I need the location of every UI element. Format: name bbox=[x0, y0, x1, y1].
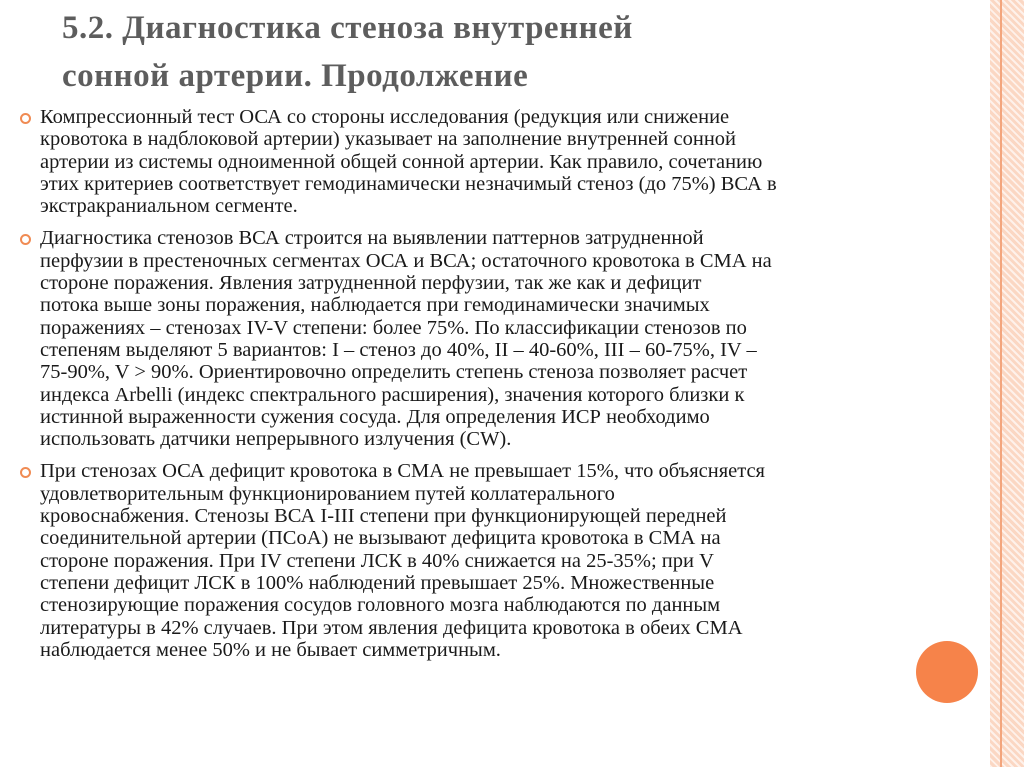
text-line: Диагностика стенозов ВСА строится на выявлении паттернов затрудненной bbox=[40, 227, 704, 250]
text-line: удовлетворительным функционированием путей коллатерального bbox=[40, 482, 615, 505]
text-line: степеням выделяют 5 вариантов: I – стеноз до 40%, II – 40-60%, III – 60-75%, IV – bbox=[40, 338, 757, 361]
text-line: перфузии в престеночных сегментах ОСА и ВСА; остаточного кровотока в СМА на bbox=[40, 249, 772, 272]
decorative-stripe-line bbox=[1000, 0, 1002, 767]
text-line: артерии из системы одноименной общей сонной артерии. Как правило, сочетанию bbox=[40, 150, 763, 173]
text-line: наблюдается менее 50% и не бывает симметричным. bbox=[40, 638, 501, 661]
bullet-circle-icon bbox=[20, 113, 31, 124]
bullet-item bbox=[20, 460, 1000, 661]
decorative-circle bbox=[916, 641, 978, 703]
text-line: 75-90%, V > 90%. Ориентировочно определить степень стеноза позволяет расчет bbox=[40, 361, 748, 384]
text-line: кровоснабжения. Стенозы ВСА I-III степени при функционирующей передней bbox=[40, 505, 727, 528]
text-line: Компрессионный тест ОСА со стороны исследования (редукция или снижение bbox=[40, 106, 730, 128]
bullet-circle-icon bbox=[20, 234, 31, 245]
text-line: стороне поражения. При IV степени ЛСК в 40% снижается на 25-35%; при V bbox=[40, 549, 714, 572]
text-line: литературы в 42% случаев. При этом явления дефицита кровотока в обеих СМА bbox=[40, 616, 743, 639]
bullet-circle-icon bbox=[20, 467, 31, 478]
text-line: стороне поражения. Явления затрудненной перфузии, так же как и дефицит bbox=[40, 272, 702, 295]
slide-title-line: 5.2. Диагностика стеноза внутренней bbox=[62, 10, 633, 46]
text-line: соединительной артерии (ПСоА) не вызывают дефицита кровотока в СМА на bbox=[40, 527, 721, 550]
bullet-text bbox=[40, 227, 1000, 450]
slide-title-line: сонной артерии. Продолжение bbox=[62, 58, 529, 94]
text-line: поражениях – стенозах IV-V степени: более 75%. По классификации стенозов по bbox=[40, 316, 747, 339]
bullet-item bbox=[20, 106, 1000, 217]
text-line: степени дефицит ЛСК в 100% наблюдений превышает 25%. Множественные bbox=[40, 571, 715, 594]
text-line: истинной выраженности сужения сосуда. Для определения ИСР необходимо bbox=[40, 405, 710, 428]
text-line: стенозирующие поражения сосудов головного мозга наблюдаются по данным bbox=[40, 594, 721, 617]
text-line: индекса Arbelli (индекс спектрального расширения), значения которого близки к bbox=[40, 383, 745, 406]
bullet-text bbox=[40, 460, 1000, 661]
slide-title bbox=[62, 4, 962, 100]
text-line: использовать датчики непрерывного излучения (CW). bbox=[40, 428, 512, 451]
slide-content bbox=[20, 106, 1000, 671]
text-line: кровотока в надблоковой артерии) указывает на заполнение внутренней сонной bbox=[40, 128, 737, 151]
text-line: экстракраниальном сегменте. bbox=[40, 195, 298, 218]
text-line: этих критериев соответствует гемодинамически незначимый стеноз (до 75%) ВСА в bbox=[40, 172, 777, 195]
bullet-item bbox=[20, 227, 1000, 450]
text-line: При стенозах ОСА дефицит кровотока в СМА не превышает 15%, что объясняется bbox=[40, 460, 765, 483]
bullet-text bbox=[40, 106, 1000, 217]
text-line: потока выше зоны поражения, наблюдается при гемодинамически значимых bbox=[40, 294, 710, 317]
